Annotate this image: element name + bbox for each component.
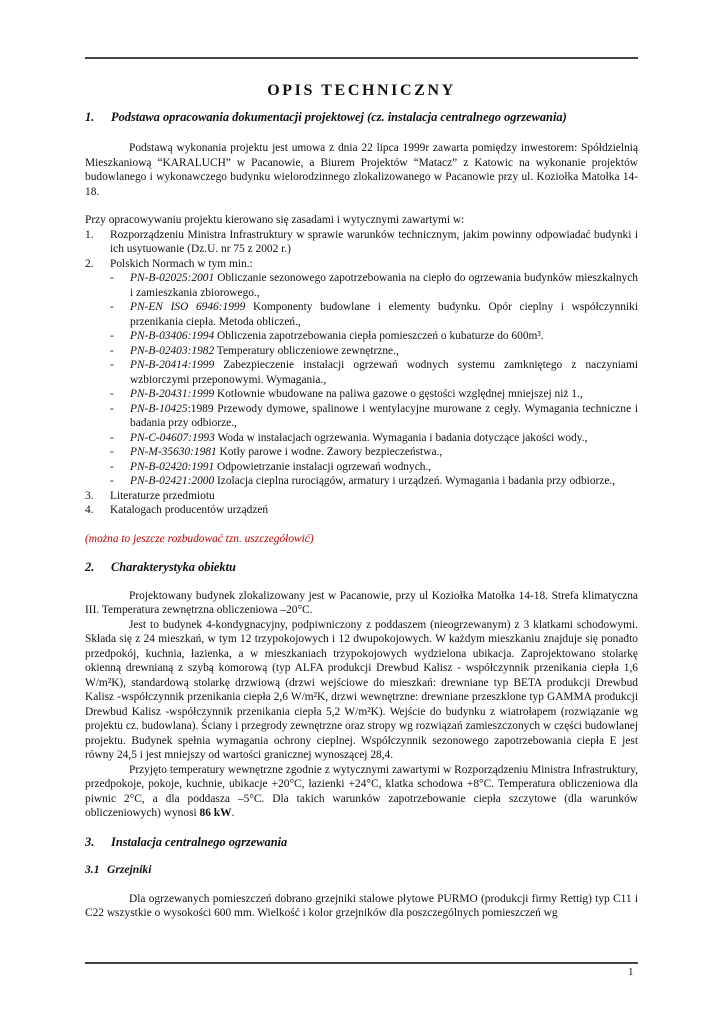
section-1-paragraph: Podstawą wykonania projektu jest umowa z dnia 22 lipca 1999r zawarta pomiędzy inwestorem: Spółdzielnią Mieszkaniową “KARALUCH” w Pacanowie, a Biurem Projektów “Matacz” z Katowic na wykonanie projektów budowlanego i wykonawczego budynku wielorodzinnego zlokalizowanego w Pacanowie przy ul. Koziołka Matołka 14-18. xyxy=(85,142,638,198)
document-page xyxy=(85,84,638,921)
section-2-paragraph: Przyjęto temperatury wewnętrzne zgodnie z wytycznymi zawartymi w Rozporządzeniu Ministra Infrastruktury, przedpokoje, pokoje, kuchnie, ubikacje +20°C, łazienki +24°C, klatka schodowa +8°C. Temperatura obliczeniowa dla piwnic 2°C, a dla poddasza –5°C. Dla takich warunków zapotrzebowanie ciepła szczytowe (dla warunków obliczeniowych) wynosi 86 kW. xyxy=(85,763,638,819)
section-2-paragraph: Projektowany budynek zlokalizowany jest w Pacanowie, przy ul Koziołka Matołka 14-18. Strefa klimatyczna III. Temperatura zewnętrzna obliczeniowa –20°C. xyxy=(85,589,638,616)
guidelines-list xyxy=(85,228,638,272)
norm-item: - PN-B-20431:1999 Kotłownie wbudowane na paliwa gazowe o gęstości względnej mniejszej niż 1., xyxy=(110,388,583,400)
header-rule xyxy=(85,57,638,59)
list-item: 2. Polskich Normach w tym min.: xyxy=(85,257,253,270)
guidelines-list-continued xyxy=(85,489,638,518)
section-3-paragraph: Dla ogrzewanych pomieszczeń dobrano grzejniki stalowe płytowe PURMO (produkcji firmy Rettig) typ C11 i C22 wszystkie o wysokości 600 mm. Wielkość i kolor grzejników dla poszczególnych pomieszczeń wg xyxy=(85,892,638,919)
heat-demand-value: 86 kW xyxy=(199,807,232,819)
editor-note: (można to jeszcze rozbudować tzn. uszczegółowić) xyxy=(85,532,314,545)
norm-item: - PN-B-20414:1999 Zabezpieczenie instalacji ogrzewań wodnych systemu zamkniętego z naczyniami wzbiorczymi przeponowymi. Wymagania., xyxy=(110,359,638,386)
section-2-paragraph: Jest to budynek 4-kondygnacyjny, podpiwniczony z poddaszem (nieogrzewanym) z 3 klatkami schodowymi. Składa się z 24 mieszkań, w tym 12 trzypokojowych i 12 dwupokojowych. W każdym mieszkaniu znajduje się ponadto przedpokój, kuchnia, łazienka, a w mieszkaniach trzypokojowych wydzielona ubikacja. Zaprojektowano stolarkę okienną drewnianą z szybą komorową (typ ALFA produkcji Drewbud Kalisz - współczynnik przenikania ciepła 1,6 W/m²K), standardową stolarkę drzwiową (drzwi wejściowe do mieszkań: drewniane typ BETA produkcji Drewbud Kalisz -współczynnik przenikania ciepła 2,6 W/m²K, drzwi wewnętrzne: drewniane przeszklone typ GAMMA produkcji Drewbud Kalisz -współczynnik przenikania ciepła 5,2 W/m²K). Wejście do budynku z wiatrołapem (rozwiązanie wg projektu cz. budowlana). Ściany i przegrody zewnętrzne oraz stropy wg rozwiązań zamieszczonych w części budowlanej projektu. Budynek spełnia wymagania ochrony cieplnej. Współczynnik sezonowego zapotrzebowania ciepła E jest równy 24,5 i jest mniejszy od wartości granicznej wynoszącej 28,4. xyxy=(85,618,638,761)
norm-item: - PN-B-02025:2001 Obliczanie sezonowego zapotrzebowania na ciepło do ogrzewania budynków mieszkalnych i zamieszkania zbiorowego., xyxy=(110,272,638,299)
section-3-heading: 3. Instalacja centralnego ogrzewania xyxy=(85,834,288,849)
norm-item: - PN-EN ISO 6946:1999 Komponenty budowlane i elementy budynku. Opór cieplny i współczynniki przenikania ciepła. Metoda obliczeń., xyxy=(110,301,639,328)
list-item: 1. Rozporządzeniu Ministra Infrastruktury w sprawie warunków technicznym, jakim powinny odpowiadać budynki i ich usytuowanie (Dz.U. nr 75 z 2002 r.) xyxy=(85,228,638,255)
norm-item: - PN-B-02421:2000 Izolacja cieplna rurociągów, armatury i urządzeń. Wymagania i badania przy odbiorze., xyxy=(110,475,616,487)
footer-rule xyxy=(85,962,638,964)
norm-item: - PN-B-03406:1994 Obliczenia zapotrzebowania ciepła pomieszczeń o kubaturze do 600m³. xyxy=(110,330,544,342)
subsection-3-1-heading: 3.1 Grzejniki xyxy=(85,863,152,876)
norm-item: - PN-B-02420:1991 Odpowietrzanie instalacji ogrzewań wodnych., xyxy=(110,460,432,473)
guidelines-intro: Przy opracowywaniu projektu kierowano się zasadami i wytycznymi zawartymi w: xyxy=(85,214,465,226)
norms-list xyxy=(85,271,638,489)
page-number: 1 xyxy=(628,966,634,978)
section-2-heading: 2. Charakterystyka obiektu xyxy=(85,560,236,574)
list-item: 3. Literaturze przedmiotu xyxy=(85,489,215,502)
norm-item: - PN-B-02403:1982 Temperatury obliczeniowe zewnętrzne., xyxy=(110,344,399,357)
section-1-heading: 1. Podstawa opracowania dokumentacji projektowej (cz. instalacja centralnego ogrzewania) xyxy=(85,109,567,124)
norm-item: - PN-M-35630:1981 Kotły parowe i wodne. Zawory bezpieczeństwa., xyxy=(110,446,443,458)
norm-item: - PN-C-04607:1993 Woda w instalacjach ogrzewania. Wymagania i badania dotyczące jakości wody., xyxy=(110,431,588,444)
list-item: 4. Katalogach producentów urządzeń xyxy=(85,504,269,516)
norm-item: - PN-B-10425:1989 Przewody dymowe, spalinowe i wentylacyjne murowane z cegły. Wymagania techniczne i badania przy odbiorze., xyxy=(110,402,638,429)
document-title: OPIS TECHNICZNY xyxy=(267,82,456,99)
